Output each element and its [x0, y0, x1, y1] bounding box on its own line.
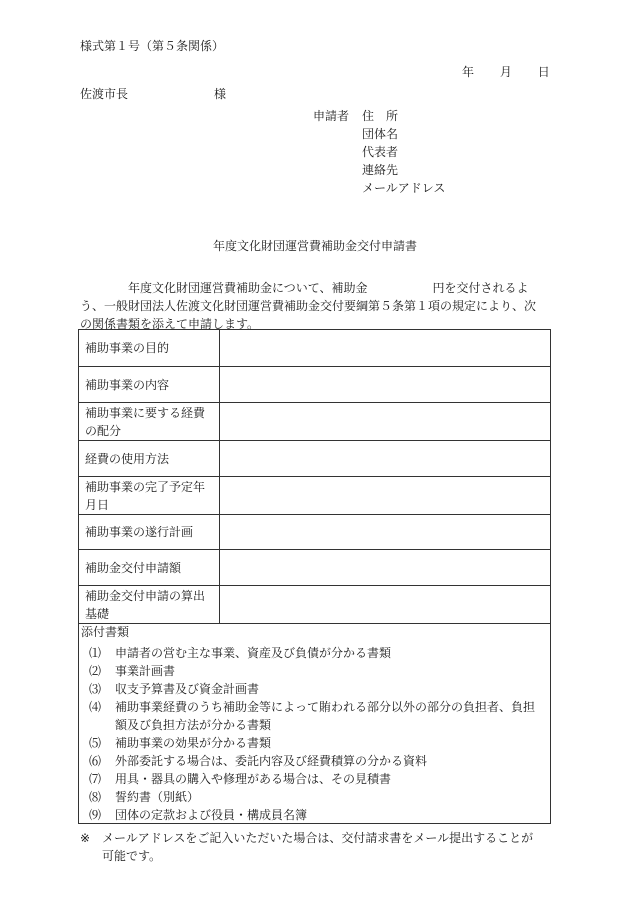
table-row — [79, 515, 551, 550]
row-value-cell[interactable] — [220, 550, 551, 586]
statement-line1-b: 円を交付されるよ — [432, 281, 529, 295]
item-text: 補助事業の効果が分かる書類 — [115, 736, 272, 750]
note-line2: 可能です。 — [102, 849, 162, 863]
item-text: 外部委託する場合は、委託内容及び経費積算の分かる資料 — [115, 754, 428, 768]
applicant-organization-field[interactable]: 団体名 — [362, 127, 399, 141]
date-day-label: 日 — [537, 65, 550, 79]
item-number: ⑹ — [89, 754, 102, 768]
item-text: 補助事業経費のうち補助金等によって賄われる部分以外の部分の負担者、負担 — [115, 700, 536, 714]
applicant-email-field[interactable]: メールアドレス — [362, 181, 446, 195]
attachments-list — [89, 644, 549, 824]
table-row — [79, 586, 551, 624]
note-mark: ※ — [80, 831, 91, 845]
item-number: ⑸ — [89, 736, 102, 750]
list-item — [89, 734, 549, 752]
table-row — [79, 441, 551, 477]
item-text: 事業計画書 — [115, 664, 176, 678]
date-month-label: 月 — [499, 65, 512, 79]
item-number: ⑺ — [89, 772, 102, 786]
applicant-address-field[interactable]: 住 所 — [362, 109, 399, 123]
note-line1: メールアドレスをご記入いただいた場合は、交付請求書をメール提出することが — [102, 831, 534, 845]
statement-line2: う、一般財団法人佐渡文化財団運営費補助金交付要綱第５条第１項の規定により、次 — [80, 299, 537, 313]
statement-line3: の関係書類を添えて申請します。 — [80, 317, 260, 331]
row-label: 補助事業の完了予定年月日 — [79, 477, 220, 515]
subsidy-details-table — [78, 329, 551, 624]
list-item — [89, 770, 549, 788]
date-line — [462, 66, 550, 78]
statement-line1-a: 年度文化財団運営費補助金について、補助金 — [128, 281, 368, 295]
item-text: 申請者の営む主な事業、資産及び負債が分かる書類 — [115, 646, 392, 660]
list-item — [89, 680, 549, 698]
addressee-name: 佐渡市長 — [80, 87, 129, 101]
item-text-continued: 額及び負担方法が分かる書類 — [115, 718, 272, 732]
applicant-contact-field[interactable]: 連絡先 — [362, 163, 399, 177]
item-text: 収支予算書及び資金計画書 — [115, 682, 260, 696]
item-number: ⑻ — [89, 790, 102, 804]
table-row — [79, 367, 551, 403]
date-year-label: 年 — [462, 65, 475, 79]
attachments-heading: 添付書類 — [81, 625, 130, 639]
addressee-suffix: 様 — [214, 87, 227, 101]
table-row — [79, 477, 551, 515]
item-number: ⑶ — [89, 682, 102, 696]
attachments-box — [78, 622, 551, 824]
row-value-cell[interactable] — [220, 330, 551, 367]
applicant-fields — [362, 110, 445, 200]
row-value-cell[interactable] — [220, 515, 551, 550]
list-item — [89, 788, 549, 806]
list-item — [89, 644, 549, 662]
item-text: 団体の定款および役員・構成員名簿 — [115, 808, 308, 822]
row-label: 補助事業の目的 — [79, 330, 220, 367]
applicant-label: 申請者 — [313, 109, 350, 123]
item-text: 用具・器具の購入や修理がある場合は、その見積書 — [115, 772, 392, 786]
row-label: 補助金交付申請額 — [79, 550, 220, 586]
application-statement — [80, 279, 550, 333]
table-row — [79, 550, 551, 586]
email-note — [80, 829, 550, 865]
row-value-cell[interactable] — [220, 367, 551, 403]
row-value-cell[interactable] — [220, 477, 551, 515]
list-item — [89, 806, 549, 824]
list-item — [89, 698, 549, 734]
item-number: ⑵ — [89, 664, 102, 678]
table-row — [79, 403, 551, 441]
row-value-cell[interactable] — [220, 441, 551, 477]
item-number: ⑷ — [89, 700, 102, 714]
applicant-representative-field[interactable]: 代表者 — [362, 145, 399, 159]
item-number: ⑼ — [89, 808, 102, 822]
row-value-cell[interactable] — [220, 403, 551, 441]
item-number: ⑴ — [89, 646, 102, 660]
list-item — [89, 752, 549, 770]
addressee — [80, 87, 227, 101]
row-label: 補助事業に要する経費の配分 — [79, 403, 220, 441]
row-label: 補助事業の内容 — [79, 367, 220, 403]
row-label: 経費の使用方法 — [79, 441, 220, 477]
form-number: 様式第１号（第５条関係） — [80, 39, 225, 53]
item-text: 誓約書（別紙） — [115, 790, 200, 804]
list-item — [89, 662, 549, 680]
table-row — [79, 330, 551, 367]
row-label: 補助事業の遂行計画 — [79, 515, 220, 550]
row-value-cell[interactable] — [220, 586, 551, 624]
document-title: 年度文化財団運営費補助金交付申請書 — [212, 239, 417, 253]
row-label: 補助金交付申請の算出基礎 — [79, 586, 220, 624]
